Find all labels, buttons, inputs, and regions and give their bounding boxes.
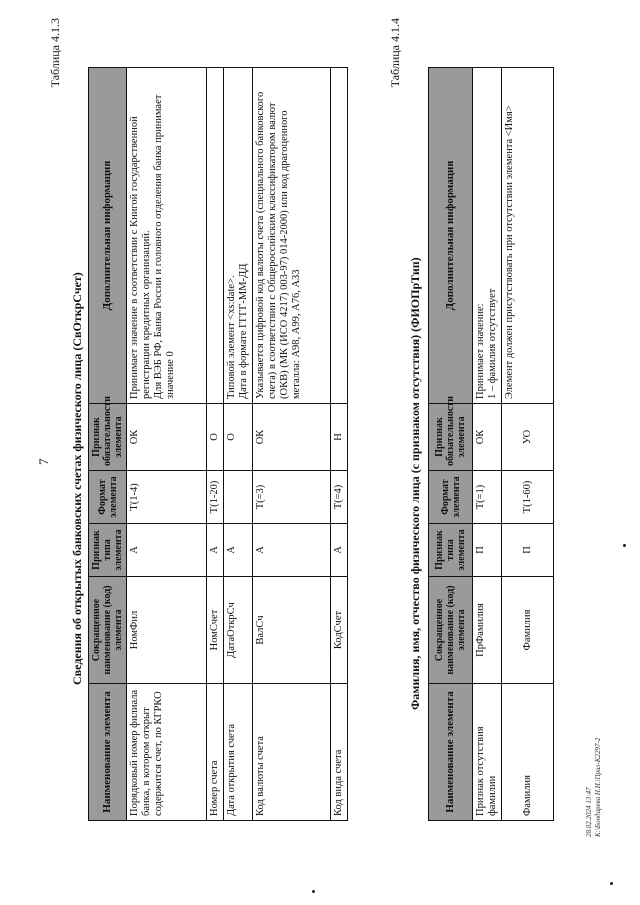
table1-header-name: Наименование элемента <box>89 684 127 821</box>
table1-title: Сведения об открытых банковских счетах физического лица (СвОткрСчет) <box>70 272 84 685</box>
table2-header-type: Признак типа элемента <box>429 524 473 577</box>
cell-info: Указывается цифровой код валюты счета (специального банковского счета) в соответствии с Общероссийским классификатором валют (ОКВ) (МК (ИСО 4217) 003-97) 014-2000) или код драгоценного металла: А98, А99, А76, А33 <box>253 68 331 404</box>
cell-required: ОК <box>253 404 331 471</box>
scan-speck <box>623 544 626 547</box>
cell-code: Фамилия <box>502 577 554 684</box>
cell-required: ОК <box>127 404 207 471</box>
table1-header-type: Признак типа элемента <box>89 524 127 577</box>
table2-title: Фамилия, имя, отчество физического лица (с признаком отсутствия) (ФИОПрТип) <box>408 257 422 710</box>
table2-header-required: Признак обязательности элемента <box>429 404 473 471</box>
table2-header-row <box>429 68 473 821</box>
table2-header-info: Дополнительная информация <box>429 68 473 404</box>
cell-name: Код вида счета <box>331 684 348 821</box>
cell-type: П <box>502 524 554 577</box>
cell-type: А <box>253 524 331 577</box>
cell-info: Типовой элемент <xs:date>. Дата в формате ГГГГ-ММ-ДД <box>224 68 253 404</box>
cell-code: ПрФамилия <box>473 577 502 684</box>
table1-header-code: Сокращенное наименование (код) элемента <box>89 577 127 684</box>
cell-required: О <box>224 404 253 471</box>
cell-code: ВалСч <box>253 577 331 684</box>
cell-format: Т(1-60) <box>502 471 554 524</box>
cell-required: Н <box>331 404 348 471</box>
file-stamp <box>585 738 603 837</box>
cell-info <box>207 68 224 404</box>
cell-info: Элемент должен присутствовать при отсутствии элемента <Имя> <box>502 68 554 404</box>
cell-info: Принимает значение в соответствии с Книгой государственной регистрации кредитных организаций. Для ВЭБ РФ, Банка России и головного отделения банка принимает значение 0 <box>127 68 207 404</box>
cell-name: Признак отсутствия фамилии <box>473 684 502 821</box>
cell-name: Код валюты счета <box>253 684 331 821</box>
table2 <box>428 67 554 821</box>
cell-type: А <box>207 524 224 577</box>
stamp-path: К:\Бондарева Н.И.\Прил-К2297-2 <box>594 737 602 837</box>
cell-name: Дата открытия счета <box>224 684 253 821</box>
cell-type: А <box>127 524 207 577</box>
cell-info: Принимает значение: 1 – фамилия отсутствует <box>473 68 502 404</box>
cell-name: Порядковый номер филиала банка, в котором открыт содержится счет, по КГРКО <box>127 684 207 821</box>
cell-required: ОК <box>473 404 502 471</box>
cell-name: Номер счета <box>207 684 224 821</box>
cell-required: О <box>207 404 224 471</box>
cell-type: А <box>331 524 348 577</box>
table1-label: Таблица 4.1.3 <box>48 18 62 88</box>
table1 <box>88 67 348 821</box>
table-row <box>331 68 348 821</box>
table1-header-format: Формат элемента <box>89 471 127 524</box>
table-row <box>502 68 554 821</box>
table-row <box>224 68 253 821</box>
cell-required: УО <box>502 404 554 471</box>
cell-format: Т(1-20) <box>207 471 224 524</box>
table1-header-required: Признак обязательности элемента <box>89 404 127 471</box>
table2-header-code: Сокращенное наименование (код) элемента <box>429 577 473 684</box>
scan-speck <box>610 882 613 885</box>
cell-type: А <box>224 524 253 577</box>
cell-code: НомФил <box>127 577 207 684</box>
cell-format: Т(=3) <box>253 471 331 524</box>
table-row <box>253 68 331 821</box>
cell-format: Т(1-4) <box>127 471 207 524</box>
cell-code: КодСчет <box>331 577 348 684</box>
cell-code: НомСчет <box>207 577 224 684</box>
table2-header-name: Наименование элемента <box>429 684 473 821</box>
cell-type: П <box>473 524 502 577</box>
page-number: 7 <box>36 458 51 465</box>
table2-label: Таблица 4.1.4 <box>388 18 402 88</box>
stamp-date: 28.02.2024 13:47 <box>585 787 593 837</box>
cell-code: ДатаОткрСч <box>224 577 253 684</box>
cell-format <box>224 471 253 524</box>
cell-info <box>331 68 348 404</box>
table-row <box>473 68 502 821</box>
table-row <box>127 68 207 821</box>
scan-speck <box>312 890 315 893</box>
cell-format: Т(=4) <box>331 471 348 524</box>
table1-header-row <box>89 68 127 821</box>
table1-header-info: Дополнительная информация <box>89 68 127 404</box>
table2-header-format: Формат элемента <box>429 471 473 524</box>
cell-format: Т(=1) <box>473 471 502 524</box>
cell-name: Фамилия <box>502 684 554 821</box>
table-row <box>207 68 224 821</box>
